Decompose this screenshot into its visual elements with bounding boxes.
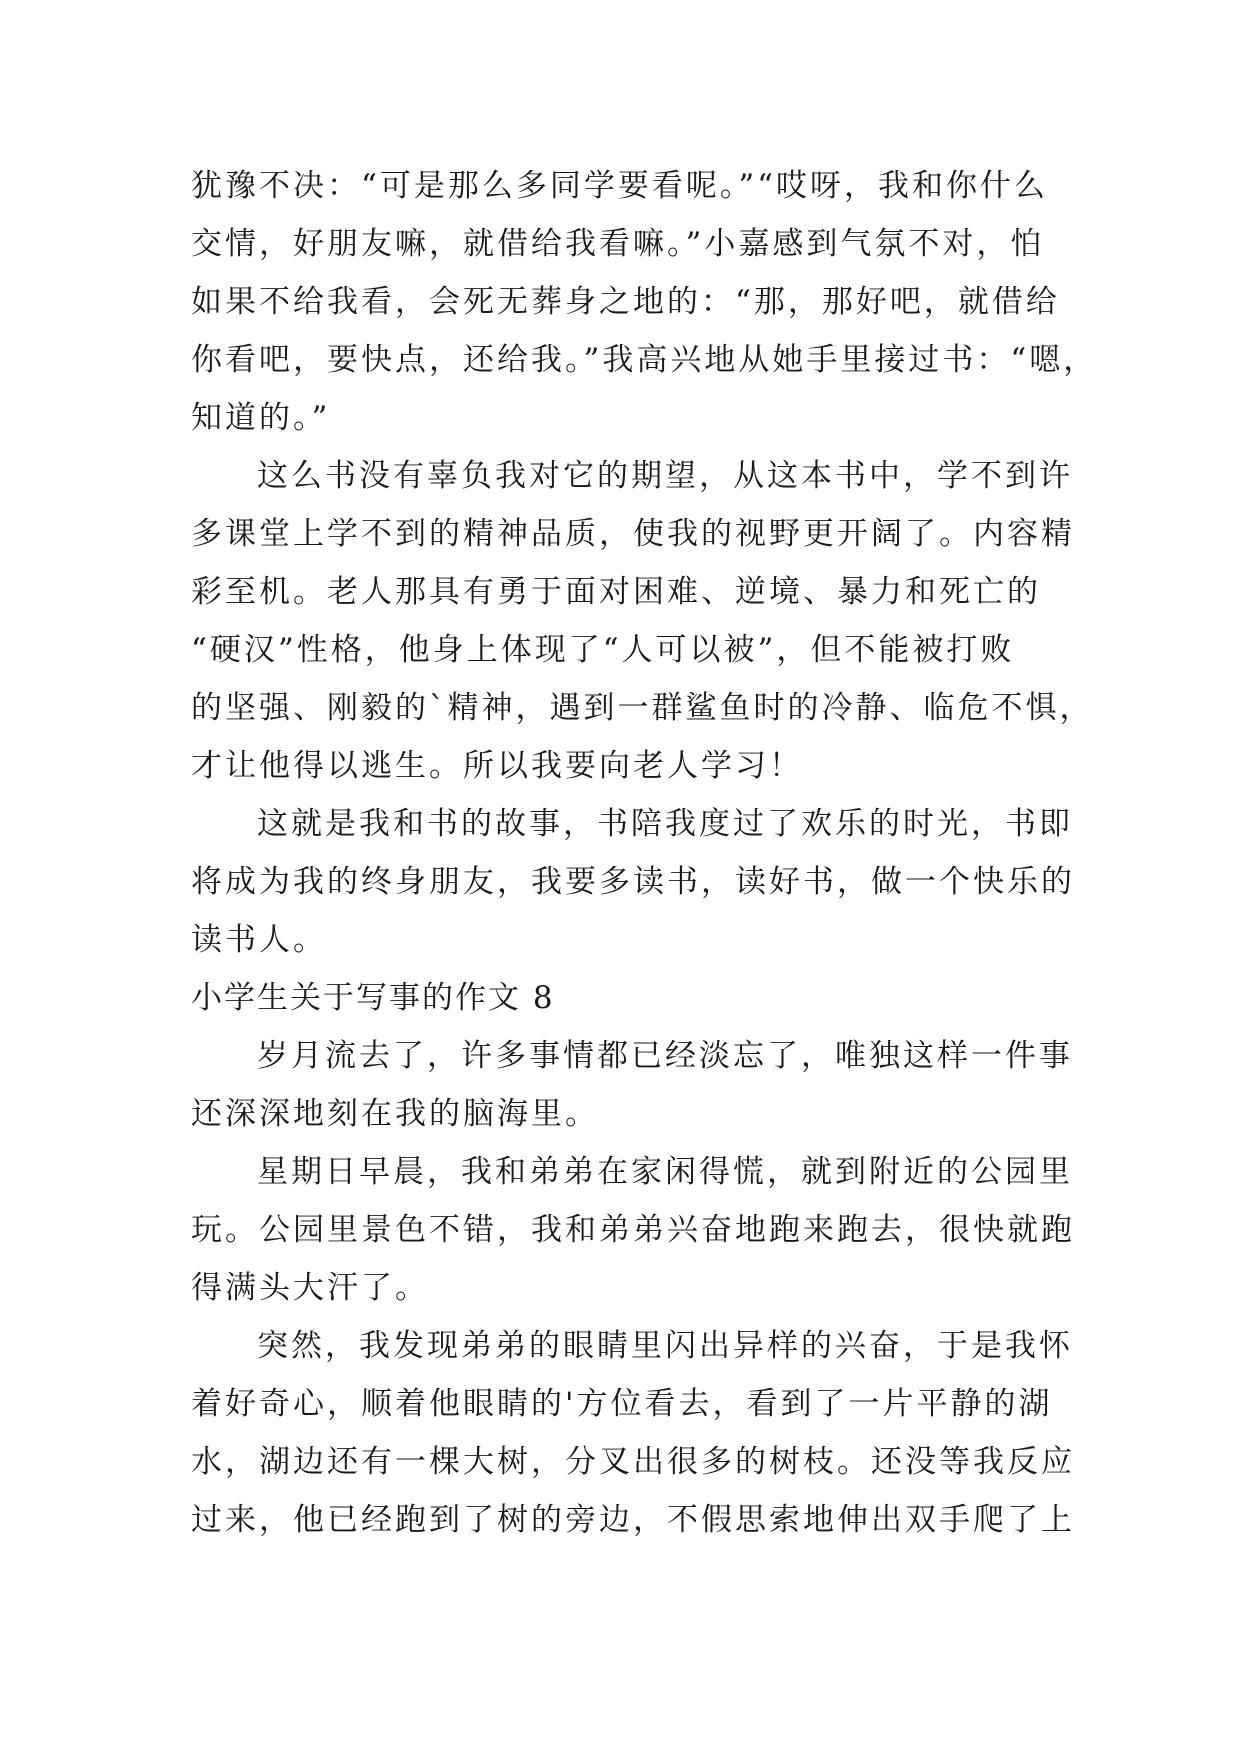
text-line: 交情，好朋友嘛，就借给我看嘛。”小嘉感到气氛不对，怕 — [191, 226, 1045, 262]
paragraph-start-line: 岁月流去了，许多事情都已经淡忘了，唯独这样一件事 — [257, 1038, 1073, 1074]
text-line: 还深深地刻在我的脑海里。 — [191, 1096, 599, 1132]
paragraph-start-line: 星期日早晨，我和弟弟在家闲得慌，就到附近的公园里 — [257, 1154, 1073, 1190]
paragraph-start-line: 这么书没有辜负我对它的期望，从这本书中，学不到许 — [257, 458, 1073, 494]
text-line: 犹豫不决：“可是那么多同学要看呢。”“哎呀，我和你什么 — [191, 168, 1049, 204]
text-line: 如果不给我看，会死无葬身之地的：“那，那好吧，就借给 — [191, 284, 1060, 320]
text-line: 得满头大汗了。 — [191, 1270, 429, 1306]
text-line: 读书人。 — [191, 922, 327, 958]
text-line: 过来，他已经跑到了树的旁边，不假思索地伸出双手爬了上 — [191, 1502, 1075, 1538]
text-line: “硬汉”性格，他身上体现了“人可以被”，但不能被打败 — [191, 632, 1015, 668]
text-line: 玩。公园里景色不错，我和弟弟兴奋地跑来跑去，很快就跑 — [191, 1212, 1075, 1248]
section-heading: 小学生关于写事的作文 8 — [191, 980, 555, 1016]
text-line: 你看吧，要快点，还给我。”我高兴地从她手里接过书：“嗯， — [191, 342, 1098, 378]
text-line: 知道的。” — [191, 400, 331, 436]
text-line: 才让他得以逃生。所以我要向老人学习！ — [191, 748, 803, 784]
text-line: 彩至机。老人那具有勇于面对困难、逆境、暴力和死亡的 — [191, 574, 1041, 610]
text-line: 着好奇心，顺着他眼睛的'方位看去，看到了一片平静的湖 — [191, 1386, 1053, 1422]
text-line: 水，湖边还有一棵大树，分叉出很多的树枝。还没等我反应 — [191, 1444, 1075, 1480]
text-line: 多课堂上学不到的精神品质，使我的视野更开阔了。内容精 — [191, 516, 1075, 552]
paragraph-start-line: 这就是我和书的故事，书陪我度过了欢乐的时光，书即 — [257, 806, 1073, 842]
text-line: 的坚强、刚毅的`精神，遇到一群鲨鱼时的冷静、临危不惧， — [191, 690, 1094, 726]
paragraph-start-line: 突然，我发现弟弟的眼睛里闪出异样的兴奋，于是我怀 — [257, 1328, 1073, 1364]
text-line: 将成为我的终身朋友，我要多读书，读好书，做一个快乐的 — [191, 864, 1075, 900]
